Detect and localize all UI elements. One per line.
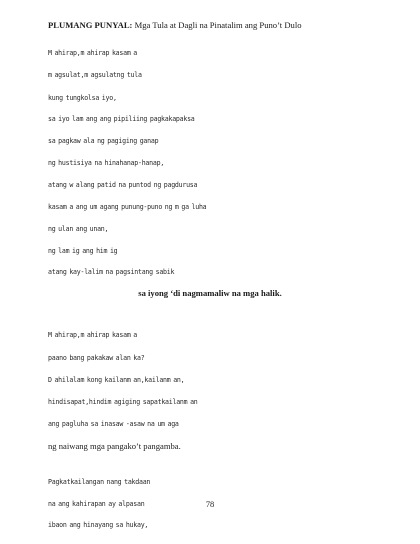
poem-line: m agsulat,m agsulatng tula: [48, 71, 142, 79]
poem-line: ng lam ig ang him ig: [48, 247, 118, 255]
poem-line: hindisapat,hindim agiging sapatkailanm an: [48, 398, 198, 406]
poem-line: kasam a ang um agang punung-puno ng m ga luha: [48, 203, 207, 211]
running-header: [48, 20, 302, 30]
poem-line: ng hustisiya na hinahanap-hanap,: [48, 159, 165, 167]
poem-line: M ahirap,m ahirap kasam a: [48, 331, 137, 339]
poem-line: atang kay-lalim na pagsintang sabik: [48, 268, 175, 276]
poem-line: atang w alang patid na puntod ng pagdurusa: [48, 181, 198, 189]
poem-line: M ahirap,m ahirap kasam a: [48, 49, 137, 57]
stanza-closing-line: sa iyong ‘di nagmamaliw na mga halik.: [138, 288, 282, 298]
poem-line: na ang kahirapan ay alpasan: [48, 500, 145, 508]
book-subtitle: Mga Tula at Dagli na Pinatalim ang Puno’t Dulo: [132, 20, 302, 30]
poem-line: ang pagluha sa inasaw -asaw na um aga: [48, 420, 179, 428]
poem-line: paano bang pakakaw alan ka?: [48, 354, 145, 362]
poem-line: Pagkatkailangan nang takdaan: [48, 478, 151, 486]
poem-line: sa iyo lam ang ang pipiliing pagkakapaksa: [48, 115, 195, 123]
poem-line: D ahilalam kong kailanm an,kailanm an,: [48, 376, 185, 384]
poem-line: ibaon ang hinayang sa hukay,: [48, 521, 149, 529]
page-number: 78: [205, 500, 215, 509]
poem-line: ng ulan ang unan,: [48, 225, 109, 233]
book-title: PLUMANG PUNYAL:: [48, 20, 133, 30]
poem-line: sa pagkaw ala ng pagiging ganap: [48, 137, 159, 145]
stanza-closing-line: ng naiwang mga pangako’t pangamba.: [48, 441, 181, 451]
poem-line: kung tungkolsa iyo,: [48, 94, 117, 102]
